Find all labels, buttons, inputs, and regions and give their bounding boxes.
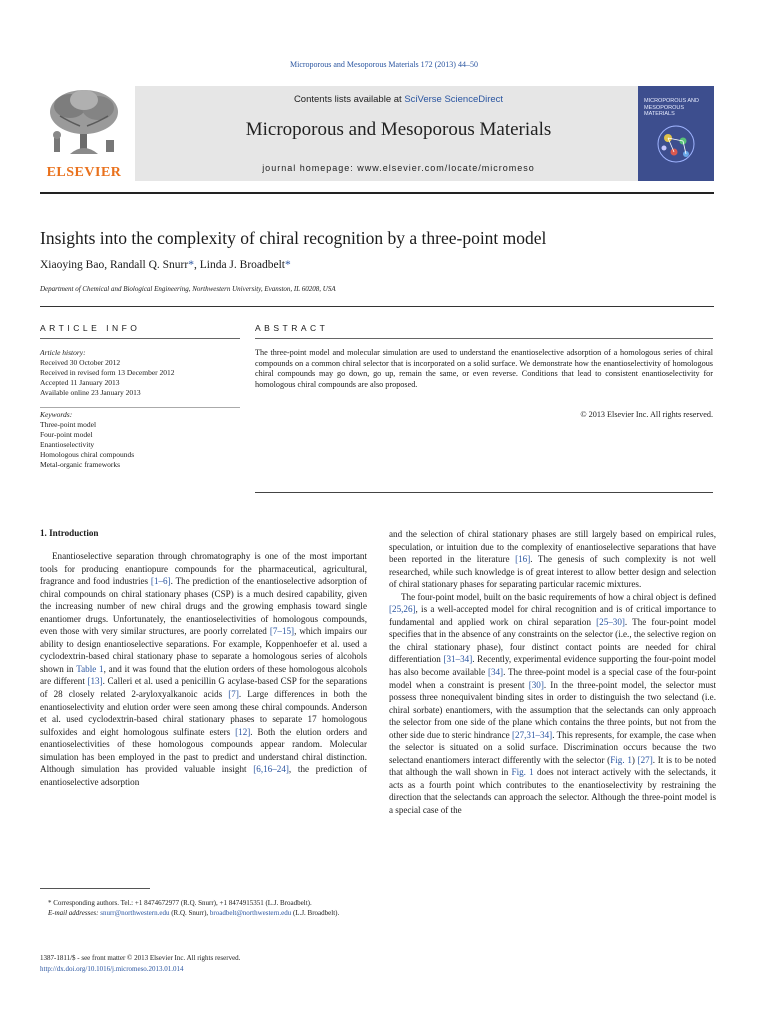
intro-paragraph-1-continued — [389, 528, 716, 591]
issn-line: 1387-1811/$ - see front matter © 2013 Elsevier Inc. All rights reserved. — [40, 954, 241, 962]
reference-link[interactable]: [13] — [87, 676, 103, 687]
journal-title: Microporous and Mesoporous Materials — [245, 119, 552, 140]
email-owner: (L.J. Broadbelt). — [291, 909, 340, 917]
author-list — [40, 259, 730, 271]
contents-prefix: Contents lists available at — [293, 94, 405, 105]
body-text: and the selection of chiral stationary phases are still largely based on empirical rules, speculation, or intuition due to the complexity of enantioselective separations that have been reported in the literature — [389, 529, 716, 565]
journal-banner — [135, 86, 662, 181]
body-text: . The genesis of such complexity is not well researched, while such knowledge is of great interest to allow better design and selection of chiral stationary phases for separating particular racemic mixtures. — [389, 554, 716, 590]
keyword-item: Three-point model — [40, 420, 97, 429]
reference-link[interactable]: [27] — [637, 754, 653, 765]
abstract-copyright: © 2013 Elsevier Inc. All rights reserved. — [580, 410, 713, 419]
history-item: Received 30 October 2012 — [40, 358, 121, 367]
keyword-item: Metal-organic frameworks — [40, 460, 121, 469]
body-column-right — [389, 528, 716, 817]
reference-link[interactable]: [25,26] — [389, 604, 416, 615]
body-text: The four-point model, built on the basic requirements of how a chiral object is defined — [401, 591, 716, 602]
reference-link[interactable]: [1–6] — [150, 576, 171, 587]
cover-title: MICROPOROUS AND MESOPOROUS MATERIALS — [644, 98, 700, 117]
elsevier-logo[interactable] — [40, 86, 128, 181]
journal-homepage — [135, 163, 662, 173]
reference-link[interactable]: Table 1 — [76, 663, 104, 674]
journal-citation[interactable]: Microporous and Mesoporous Materials 172 (2013) 44–50 — [290, 60, 478, 69]
tree-logo-icon — [40, 86, 128, 158]
body-text: . It is to be noted that although the wall shown in — [389, 754, 717, 778]
email-owner: (R.Q. Snurr), — [169, 909, 210, 917]
body-text: . Large differences in both the enantioselectivity and elution order were seen among these chiral compounds. Anderson et al. used cyclodextrin-based chiral stationary phases to separate 17 homologous sulfoxides and eight homologous sulfinate esters — [40, 689, 367, 737]
author-name: Randall Q. Snurr — [109, 259, 189, 271]
intro-paragraph-1 — [40, 550, 367, 788]
author-mark[interactable]: * — [188, 259, 194, 271]
journal-cover-image[interactable] — [638, 86, 714, 181]
reference-link[interactable]: Fig. 1 — [610, 754, 632, 765]
reference-link[interactable]: [30] — [528, 679, 544, 690]
body-text: , is a well-accepted model for chiral recognition and is of critical importance to fundamental and applied work on chiral separation — [389, 604, 716, 627]
body-text: , and it was found that the elution orders of these homologous alcohols are different — [40, 663, 368, 687]
cover-molecule-icon — [638, 86, 714, 181]
history-label: Article history: — [40, 348, 86, 357]
body-text: . Both the elution orders and enantioselectivities of these homologous compounds appear random. Molecular simulation has been employed in the past to predict and understand chiral distinction. Although simulation has provided valuable insight — [40, 726, 367, 775]
reference-link[interactable]: [27,31–34] — [512, 729, 553, 740]
reference-link[interactable]: [16] — [515, 554, 531, 565]
body-text: . The three-point model is a special case of the four-point model when a constraint is present — [389, 667, 716, 690]
paper-title: Insights into the complexity of chiral recognition by a three-point model — [40, 228, 547, 248]
body-text: Enantioselective separation through chromatography is one of the most important tools for producing enantiopure compounds for the pharmaceutical, agricultural, fragrance and food industries — [40, 551, 367, 587]
article-info-heading: ARTICLE INFO — [40, 323, 141, 333]
history-item: Received in revised form 13 December 2012 — [40, 368, 175, 377]
body-column-left — [40, 540, 367, 788]
reference-link[interactable]: [6,16–24] — [253, 764, 289, 775]
corresponding-footnote: * Corresponding authors. Tel.: +1 8474672977 (R.Q. Snurr), +1 8474915351 (L.J. Broadbelt). — [48, 899, 312, 907]
email-link-broadbelt[interactable]: broadbelt@northwestern.edu — [209, 909, 292, 917]
reference-link[interactable]: [25–30] — [596, 616, 625, 627]
keyword-item: Enantioselectivity — [40, 440, 95, 449]
contents-availability — [135, 94, 662, 105]
keyword-item: Homologous chiral compounds — [40, 450, 135, 459]
body-text: . Recently, experimental evidence supporting the four-point model has also become available — [389, 654, 717, 678]
homepage-prefix: journal homepage: — [262, 163, 358, 173]
intro-paragraph-2 — [389, 591, 716, 817]
email-label: E-mail addresses: — [48, 909, 101, 917]
body-text: . This represents, for example, the case when the selector is situated on a solid surface. Discrimination occurs because the two selectand enantiomers interact differently with the selector ( — [389, 729, 716, 765]
author-name: , Linda J. Broadbelt — [193, 259, 285, 271]
author-name: Xiaoying Bao, — [40, 259, 110, 271]
body-text: does not interact actively with the selectands, it acts as a fourth point which contributes to the enantioselectivity by restraining the direction that the selectands can approach the selector. Although the three-point model is a special case of the — [389, 767, 717, 816]
article-info — [40, 348, 240, 470]
reference-link[interactable]: Fig. 1 — [511, 767, 534, 778]
elsevier-wordmark: ELSEVIER — [46, 165, 122, 180]
sciencedirect-link[interactable]: SciVerse ScienceDirect — [404, 94, 504, 105]
footnotes — [40, 898, 367, 918]
body-text: . In the three-point model, the selector must possess three nonequivalent binding sites in order to distinguish the two selectand (i.e. chiral sorbate) enantiomers, with the assumption that the selectands can only approach the selector from one side of the plane which contains the three points, but not from the other side due to steric hindrance — [389, 679, 717, 740]
body-text: ) — [631, 754, 638, 765]
journal-masthead — [40, 86, 714, 181]
info-rule — [40, 338, 240, 339]
reference-link[interactable]: [7] — [228, 689, 239, 700]
author-mark[interactable]: * — [285, 259, 291, 271]
abstract-heading: ABSTRACT — [255, 323, 329, 333]
reference-link[interactable]: [34] — [487, 667, 504, 678]
footer-meta — [40, 953, 367, 974]
body-text: . Calleri et al. used a penicillin G acylase-based CSP for the separations of 28 closely related 2-aryloxyalkanoic acids — [40, 676, 367, 700]
reference-link[interactable]: [7–15] — [269, 626, 295, 637]
footnote-rule — [40, 888, 150, 889]
email-link-snurr[interactable]: snurr@northwestern.edu — [100, 909, 170, 917]
title-rule — [40, 306, 714, 307]
keywords-label: Keywords: — [40, 410, 73, 419]
affiliation: Department of Chemical and Biological Engineering, Northwestern University, Evanston, IL 60208, USA — [40, 285, 336, 293]
reference-link[interactable]: [31–34] — [443, 654, 473, 665]
history-item: Available online 23 January 2013 — [40, 388, 141, 397]
body-text: . The prediction of the enantioselective adsorption of chiral compounds on chiral stationary phases (CSP) is a much desired capability, given the increasing number of new chiral drugs and the growing emphasis toward single enantiomer drugs. Unfortunately, the enantioselectivities of homologous compounds, even those with very similar structures, are poorly correlated — [40, 576, 367, 637]
homepage-url[interactable]: www.elsevier.com/locate/micromeso — [357, 163, 535, 173]
email-footnote — [40, 908, 367, 918]
history-item: Accepted 11 January 2013 — [40, 378, 120, 387]
body-text: , which impairs our ability to design enantioselective separations. For example, Koppenhoefer et al. used a cyclodextrin-based chiral stationary phase to separate a homologous series of alcohols shown in — [40, 626, 367, 674]
body-text: . The four-point model specifies that in the absence of any constraints on the selector (i.e., the selective region on the chiral stationary phase), four distinct contact points are needed for chiral differentiation — [389, 616, 716, 665]
doi-link[interactable]: http://dx.doi.org/10.1016/j.micromeso.2013.01.014 — [40, 964, 184, 973]
body-text: , the prediction of enantioselective adsorption — [40, 764, 367, 787]
keyword-item: Four-point model — [40, 430, 93, 439]
section-heading-introduction: 1. Introduction — [40, 528, 99, 538]
masthead-rule — [40, 192, 714, 194]
abstract-rule — [255, 338, 713, 339]
abstract-text: The three-point model and molecular simulation are used to understand the enantioselective adsorption of a homologous series of chiral compounds on a common chiral selector that is incorporated on a solid surface. We demonstrate how the enantioselectivity of homologous chiral compounds may go down, go up, remain the same, or even reverse. Conditions that lead to consistent enantioselectivity for homologous chiral compounds are also proposed. — [255, 348, 713, 390]
keywords-divider — [40, 407, 240, 408]
abstract-bottom-rule — [255, 492, 713, 493]
reference-link[interactable]: [12] — [235, 726, 251, 737]
